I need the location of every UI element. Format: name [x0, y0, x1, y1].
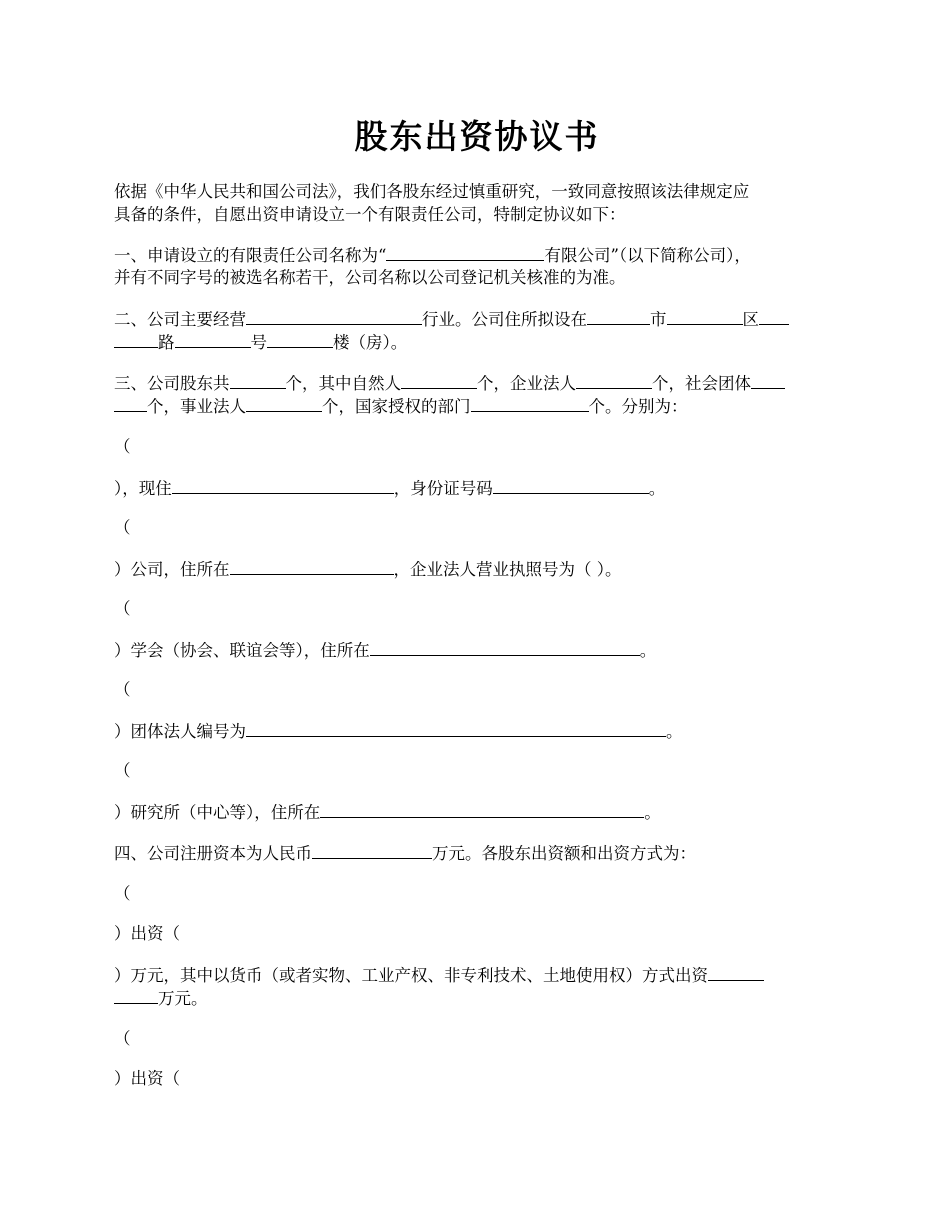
article-3-text-d: 个，社会团体 [652, 374, 751, 393]
natural-person-count-blank[interactable] [401, 371, 477, 389]
entry-4-open: （ [114, 680, 131, 699]
entry-1-text-c: 。 [648, 479, 666, 498]
entry-1-open: （ [114, 437, 131, 456]
registered-capital-blank[interactable] [312, 841, 432, 859]
intro-line-1: 依据《中华人民共和国公司法》，我们各股东经过慎重研究，一致同意按照该法律规定应 [114, 182, 750, 201]
article-2-text-e: 路 [158, 333, 175, 352]
entry-5-line [114, 800, 840, 824]
group-number-blank[interactable] [246, 719, 666, 737]
article-2-text-a: 二、公司主要经营 [114, 310, 246, 329]
article-4-text-b: 万元。各股东出资额和出资方式为： [432, 844, 696, 863]
article-2-text-g: 楼（房）。 [333, 333, 408, 352]
city-blank[interactable] [587, 307, 650, 325]
company-address-blank[interactable] [230, 557, 394, 575]
article-3-text-c: 个，企业法人 [477, 374, 576, 393]
entry-4-line [114, 719, 840, 743]
entry-3-text-a: ）学会（协会、联谊会等），住所在 [114, 641, 370, 660]
institution-count-blank[interactable] [246, 394, 322, 412]
article-2-line-2 [114, 330, 840, 354]
article-2-text-d: 区 [742, 310, 759, 329]
article-3-line-1 [114, 371, 840, 395]
building-blank[interactable] [267, 330, 333, 348]
investment-1-text: ）万元，其中以货币（或者实物、工业产权、非专利技术、土地使用权）方式出资 [114, 966, 708, 985]
investment-2-open: （ [114, 1029, 131, 1048]
entry-1-text-b: ，身份证号码 [393, 479, 493, 498]
document-title: 股东出资协议书 [354, 117, 600, 156]
road-blank[interactable] [114, 330, 158, 348]
entry-4-text-a: ）团体法人编号为 [114, 722, 246, 741]
entry-2-text-b: ，企业法人营业执照号为（ ）。 [393, 560, 622, 579]
id-number-blank[interactable] [493, 476, 649, 494]
society-address-blank[interactable] [370, 638, 640, 656]
article-1-line-2: 并有不同字号的被选名称若干，公司名称以公司登记机关核准的为准。 [114, 268, 626, 287]
article-1-line-1 [114, 243, 840, 267]
article-3-text-g: 个。分别为： [588, 397, 688, 416]
investment-1-line-3 [114, 986, 840, 1010]
social-group-count-blank-cont[interactable] [114, 394, 147, 412]
entry-3-open: （ [114, 599, 131, 618]
investment-1-unit: 万元。 [158, 989, 208, 1008]
residence-blank[interactable] [172, 476, 394, 494]
article-3-text-a: 三、公司股东共 [114, 374, 230, 393]
article-3-line-2 [114, 394, 840, 418]
social-group-count-blank[interactable] [751, 371, 785, 389]
entry-5-text-a: ）研究所（中心等），住所在 [114, 803, 321, 822]
shareholder-count-blank[interactable] [230, 371, 286, 389]
entry-2-open: （ [114, 518, 131, 537]
investment-2-line-1: ）出资（ [114, 1069, 180, 1088]
entry-1-text-a: ），现住 [114, 479, 172, 498]
article-2-text-b: 行业。公司住所拟设在 [422, 310, 587, 329]
corporate-count-blank[interactable] [576, 371, 652, 389]
article-1-text-b: 有限公司”（以下简称公司）， [544, 246, 751, 265]
cash-amount-blank[interactable] [708, 963, 764, 981]
investment-1-line-1: ）出资（ [114, 924, 180, 943]
cash-amount-blank-cont[interactable] [114, 986, 158, 1004]
entry-5-text-b: 。 [644, 803, 661, 822]
article-4-line-1 [114, 841, 840, 865]
entry-2-text-a: ）公司，住所在 [114, 560, 230, 579]
entry-2-line [114, 557, 840, 581]
investment-1-open: （ [114, 884, 131, 903]
intro-line-2: 具备的条件，自愿出资申请设立一个有限责任公司，特制定协议如下： [114, 205, 626, 224]
investment-1-line-2 [114, 963, 840, 987]
entry-3-text-b: 。 [639, 641, 657, 660]
article-1-text-a: 一、申请设立的有限责任公司名称为“ [114, 246, 387, 265]
entry-5-open: （ [114, 761, 131, 780]
article-2-text-c: 市 [650, 310, 667, 329]
district-blank-cont[interactable] [759, 307, 789, 325]
article-3-text-b: 个，其中自然人 [285, 374, 401, 393]
article-4-text-a: 四、公司注册资本为人民币 [114, 844, 312, 863]
article-2-line-1 [114, 307, 840, 331]
entry-4-text-b: 。 [666, 722, 683, 741]
entry-3-line [114, 638, 840, 662]
institute-address-blank[interactable] [320, 800, 644, 818]
district-blank[interactable] [667, 307, 743, 325]
article-3-text-e: 个，事业法人 [147, 397, 246, 416]
business-industry-blank[interactable] [246, 307, 422, 325]
article-3-text-f: 个，国家授权的部门 [322, 397, 471, 416]
company-name-blank[interactable] [386, 243, 544, 261]
number-blank[interactable] [175, 330, 251, 348]
article-2-text-f: 号 [250, 333, 267, 352]
state-dept-count-blank[interactable] [471, 394, 589, 412]
entry-1-line [114, 476, 840, 500]
